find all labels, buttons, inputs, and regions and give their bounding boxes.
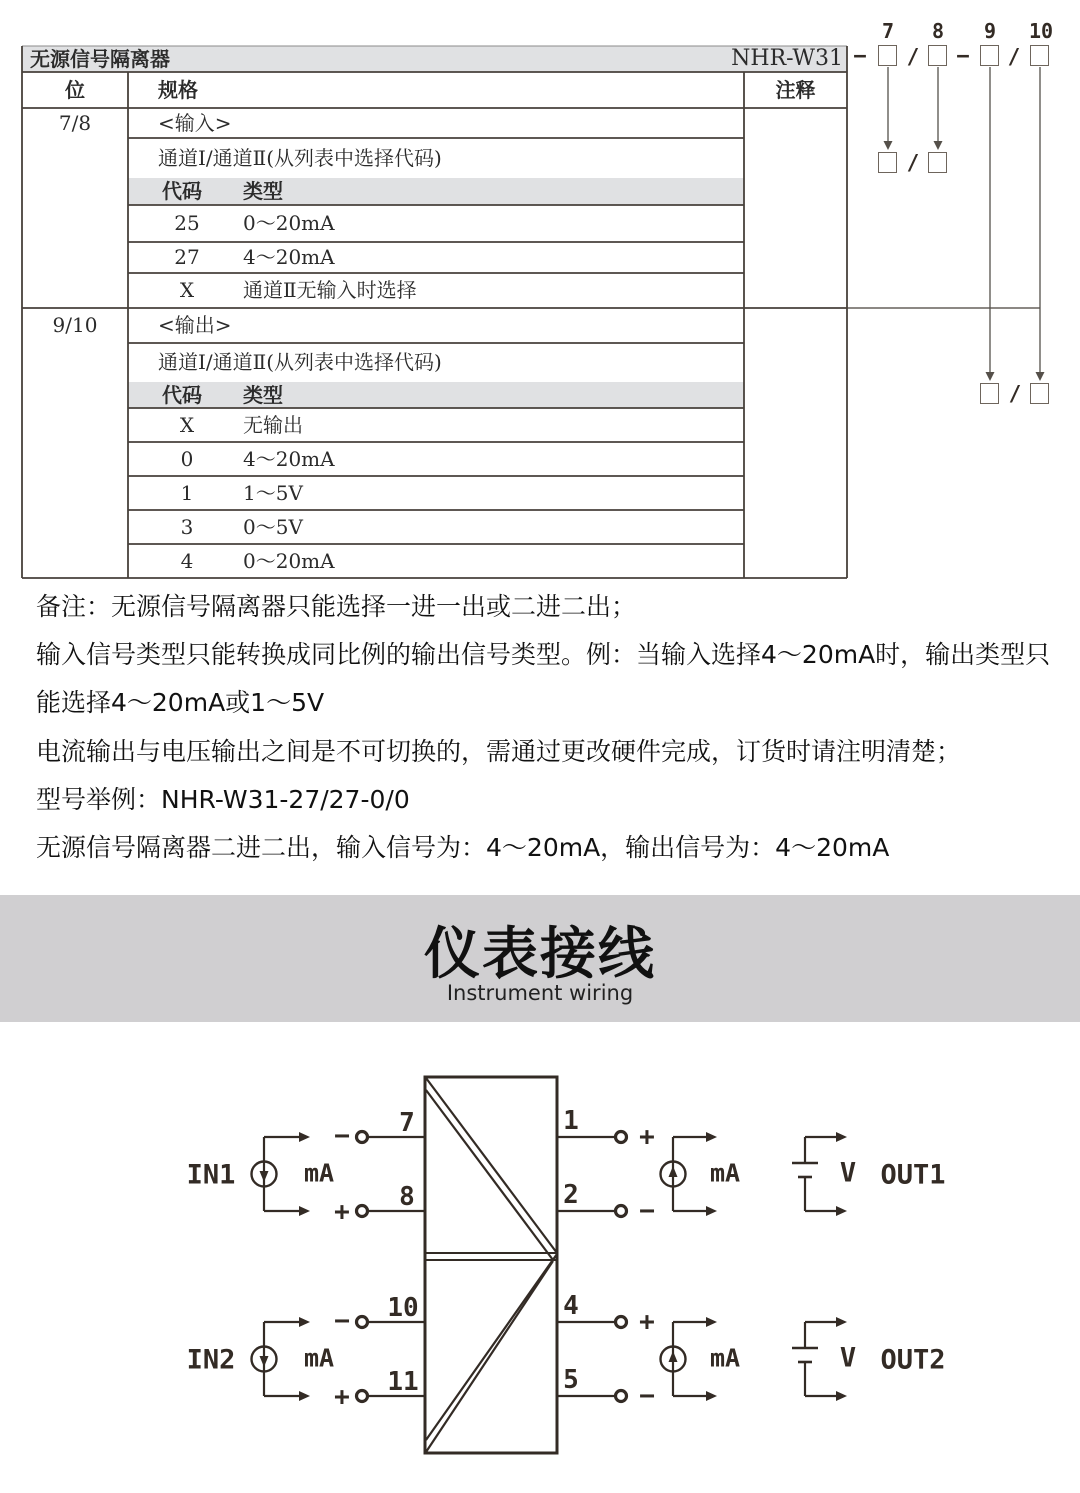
- code-box-8: [928, 45, 947, 66]
- output-code-box-ch1: [980, 383, 999, 404]
- type-cell: 无输出: [243, 413, 303, 437]
- code-col-header: 代码: [162, 383, 202, 407]
- dash-separator: −: [853, 44, 867, 69]
- polarity-sign: +: [334, 1382, 350, 1412]
- col-header-position: 位: [65, 78, 85, 102]
- code-cell: 1: [180, 481, 194, 505]
- slash-separator: /: [1008, 381, 1022, 406]
- type-cell: 1～5V: [243, 481, 303, 505]
- output-voltage-unit: V: [839, 1342, 857, 1374]
- input-unit: mA: [303, 1158, 335, 1188]
- selection-arrowheads: [884, 141, 1045, 381]
- polarity-sign: −: [639, 1381, 655, 1411]
- terminal-number: 7: [399, 1108, 415, 1138]
- channel-label: 通道Ⅰ/通道Ⅱ(从列表中选择代码): [158, 350, 442, 374]
- note-line: 无源信号隔离器二进二出，输入信号为：4～20mA，输出信号为：4～20mA: [36, 833, 890, 862]
- terminal-number: 4: [563, 1291, 579, 1321]
- code-cell: 0: [180, 447, 194, 471]
- digit-label-8: 8: [931, 19, 945, 43]
- input-code-box-ch1: [878, 152, 897, 173]
- isolator-box: [425, 1077, 557, 1453]
- digit-label-9: 9: [983, 19, 997, 43]
- slash-separator: /: [906, 44, 920, 69]
- note-line: 电流输出与电压输出之间是不可切换的，需通过更改硬件完成，订货时请注明清楚；: [36, 737, 962, 766]
- terminal-number: 8: [399, 1182, 415, 1212]
- type-col-header: 类型: [243, 179, 283, 203]
- channel1-terminals: [357, 1132, 627, 1217]
- code-cell: 27: [174, 245, 200, 269]
- slash-separator: /: [1007, 44, 1021, 69]
- code-box-10: [1030, 45, 1049, 66]
- output-voltage-unit: V: [839, 1157, 857, 1189]
- input-label: IN1: [186, 1159, 236, 1191]
- slash-separator: /: [906, 150, 920, 175]
- type-cell: 通道Ⅱ无输入时选择: [243, 278, 417, 302]
- terminal-number: 10: [387, 1293, 419, 1323]
- polarity-sign: +: [334, 1197, 350, 1227]
- section-io-label: <输出>: [158, 313, 232, 337]
- output-code-header-band: [128, 382, 744, 408]
- output-code-box-ch2: [1030, 383, 1049, 404]
- polarity-sign: −: [639, 1196, 655, 1226]
- output-label: OUT1: [880, 1159, 946, 1191]
- note-line: 输入信号类型只能转换成同比例的输出信号类型。例：当输入选择4～20mA时，输出类型只: [36, 640, 1051, 669]
- input-code-box-ch2: [928, 152, 947, 173]
- terminal-number: 11: [387, 1367, 419, 1397]
- code-cell: X: [179, 278, 195, 302]
- code-box-7: [878, 45, 897, 66]
- type-col-header: 类型: [243, 383, 283, 407]
- polarity-sign: −: [334, 1121, 350, 1151]
- note-line: 备注：无源信号隔离器只能选择一进一出或二进二出；: [36, 592, 637, 621]
- polarity-sign: +: [639, 1122, 655, 1152]
- model-code: NHR-W31: [731, 46, 843, 71]
- section-io-label: <输入>: [158, 111, 232, 135]
- polarity-sign: −: [334, 1306, 350, 1336]
- selection-leaders: [888, 67, 1040, 372]
- code-box-9: [980, 45, 999, 66]
- col-header-note: 注释: [775, 78, 816, 102]
- type-cell: 0～5V: [243, 515, 303, 539]
- input-label: IN2: [186, 1344, 236, 1376]
- type-cell: 0～20mA: [243, 211, 335, 235]
- code-cell: X: [179, 413, 195, 437]
- terminal-number: 2: [563, 1180, 579, 1210]
- code-cell: 25: [174, 211, 200, 235]
- type-cell: 4～20mA: [243, 447, 335, 471]
- output-label: OUT2: [880, 1344, 946, 1376]
- digit-label-7: 7: [881, 19, 895, 43]
- digit-label-10: 10: [1028, 19, 1054, 43]
- note-line: 型号举例：NHR-W31-27/27-0/0: [36, 785, 410, 814]
- col-header-spec: 规格: [158, 78, 198, 102]
- polarity-sign: +: [639, 1307, 655, 1337]
- output-current-unit: mA: [709, 1158, 741, 1188]
- terminal-number: 5: [563, 1365, 579, 1395]
- type-cell: 4～20mA: [243, 245, 335, 269]
- banner-title-en: Instrument wiring: [446, 981, 634, 1005]
- output-current-unit: mA: [709, 1343, 741, 1373]
- input-code-header-band: [128, 178, 744, 205]
- input-unit: mA: [303, 1343, 335, 1373]
- code-cell: 3: [180, 515, 194, 539]
- banner-title-cn: 仪表接线: [424, 922, 656, 987]
- code-col-header: 代码: [162, 179, 202, 203]
- code-cell: 4: [180, 549, 194, 573]
- note-line: 能选择4～20mA或1～5V: [36, 688, 325, 717]
- dash-separator: −: [956, 44, 970, 69]
- terminal-number: 1: [563, 1106, 579, 1136]
- channel-label: 通道Ⅰ/通道Ⅱ(从列表中选择代码): [158, 146, 442, 170]
- section-position: 9/10: [52, 313, 98, 337]
- section-position: 7/8: [58, 111, 92, 135]
- table-title: 无源信号隔离器: [30, 47, 170, 71]
- type-cell: 0～20mA: [243, 549, 335, 573]
